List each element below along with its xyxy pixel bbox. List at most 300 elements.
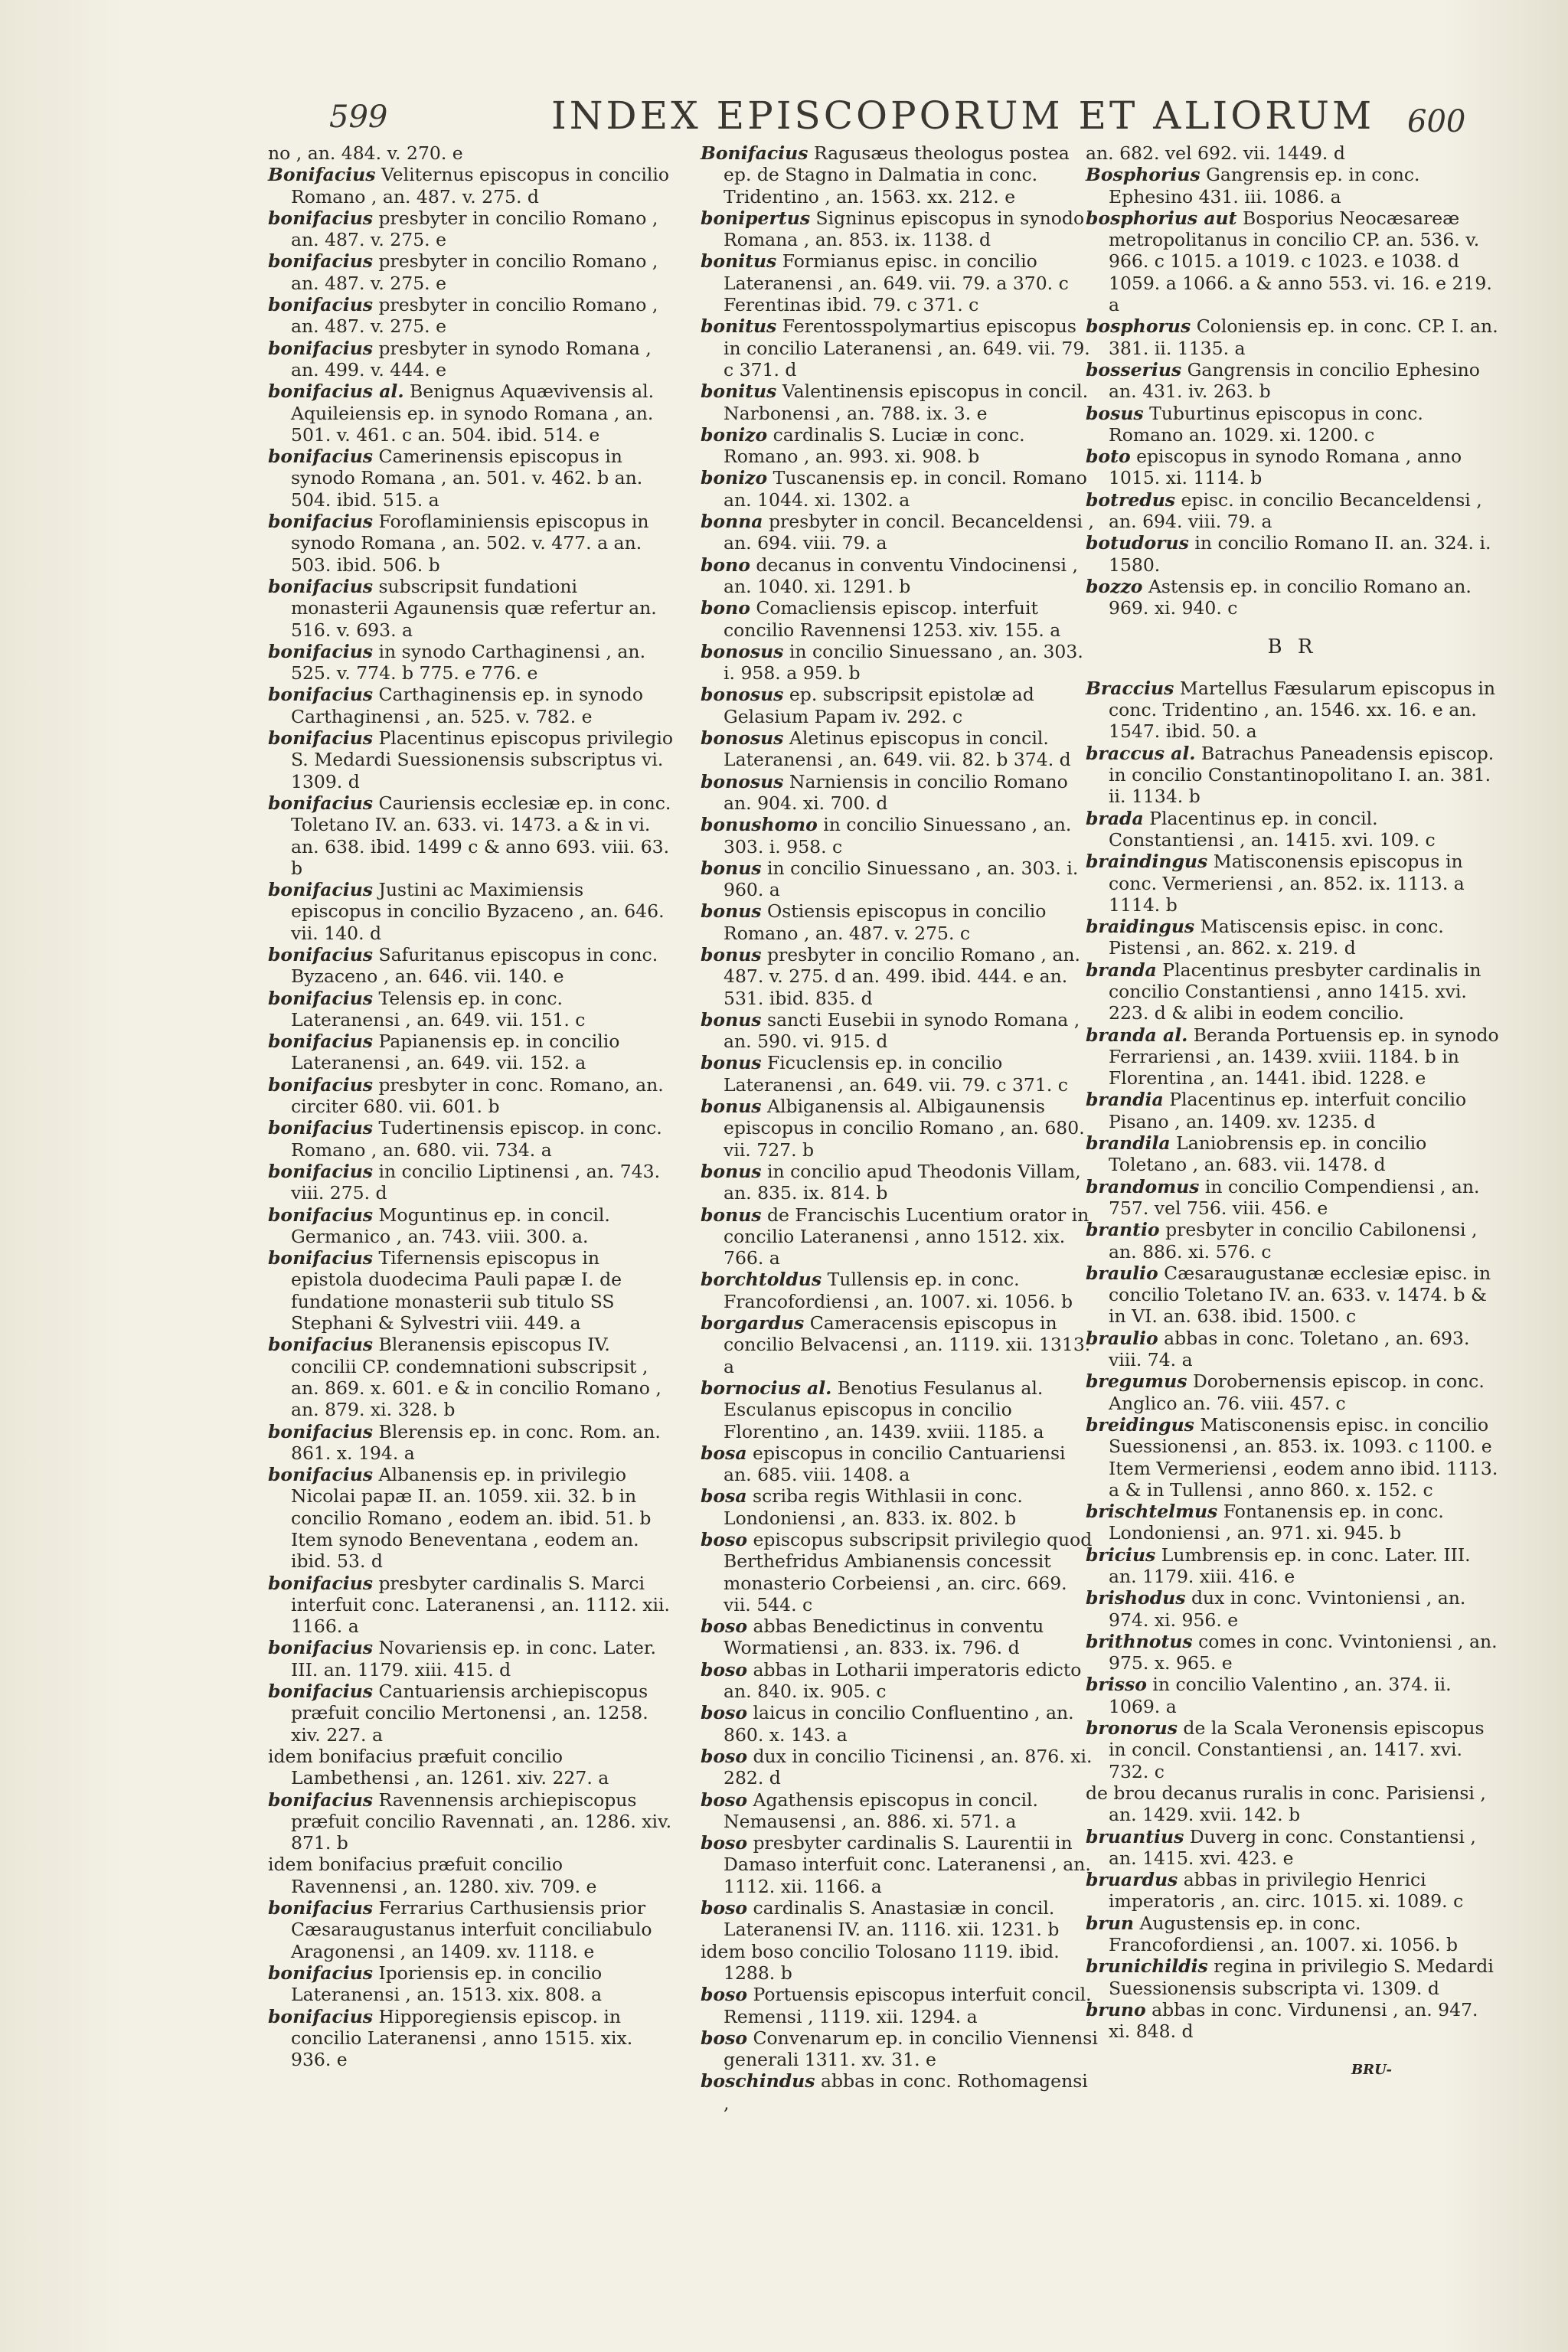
- entry-text: Ferentosspolymartius episcopus in concilio Lateranensi , an. 649. vii. 79. c 371. d: [724, 315, 1090, 381]
- index-entry: [268, 576, 674, 641]
- catchword: BRU-: [1351, 2061, 1392, 2078]
- entry-text: Placentinus episcopus privilegio S. Medardi Suessionensis subscriptus vi. 1309. d: [291, 727, 674, 792]
- index-entry: [701, 1312, 1099, 1377]
- index-entry: [1086, 743, 1499, 808]
- index-entry: [701, 381, 1099, 424]
- entry-headword: bronorus: [1086, 1717, 1178, 1740]
- entry-headword: Bonifacius: [701, 142, 808, 164]
- index-entry: [1086, 1501, 1499, 1544]
- entry-headword: braccus al.: [1086, 742, 1196, 764]
- entry-headword: bonosus: [701, 684, 784, 706]
- index-entry: [1086, 142, 1499, 164]
- entry-text: presbyter in synodo Romana , an. 499. v. 444. e: [291, 337, 652, 381]
- entry-text: no , an. 484. v. 270. e: [268, 142, 463, 164]
- entry-headword: bonifacius: [268, 1788, 374, 1811]
- entry-headword: brun: [1086, 1912, 1134, 1934]
- entry-headword: bonifacius: [268, 337, 374, 359]
- entry-text: Portuensis episcopus interfuit concil. Remensi , 1119. xii. 1294. a: [724, 1984, 1092, 2027]
- index-entry: [1086, 808, 1499, 851]
- entry-text: in concilio Sinuessano , an. 303. i. 958. c: [724, 814, 1072, 858]
- entry-text: Convenarum ep. in concilio Viennensi generali 1311. xv. 31. e: [724, 2027, 1098, 2071]
- index-entry: [1086, 1089, 1499, 1132]
- index-entry: [1086, 446, 1499, 489]
- entry-headword: botredus: [1086, 488, 1176, 511]
- entry-headword: bonifacius: [268, 511, 374, 533]
- entry-headword: bonifacius: [268, 2005, 374, 2027]
- index-entry: [268, 727, 674, 792]
- entry-text: dux in conc. Vvintoniensi , an. 974. xi. 956. e: [1109, 1587, 1466, 1631]
- index-entry: [701, 944, 1099, 1009]
- entry-headword: bono: [701, 554, 750, 576]
- index-entry: [701, 142, 1099, 207]
- entry-headword: boso: [701, 1745, 748, 1767]
- entry-headword: bornocius al.: [701, 1377, 832, 1399]
- entry-text: Safuritanus episcopus in conc. Byzaceno , an. 646. vii. 140. e: [291, 943, 658, 988]
- entry-text: Ostiensis episcopus in concilio Romano , an. 487. v. 275. c: [724, 900, 1047, 944]
- index-entry: [701, 1789, 1099, 1833]
- entry-text: presbyter in concilio Cabilonensi , an. 886. xi. 576. c: [1109, 1219, 1478, 1263]
- index-entry: [1086, 1544, 1499, 1588]
- index-entry: [701, 1659, 1099, 1703]
- entry-headword: borchtoldus: [701, 1269, 822, 1291]
- entry-headword: bonifacius: [268, 792, 374, 814]
- entry-text: presbyter cardinalis S. Laurentii in Damaso interfuit conc. Lateranensi , an. 1112. xii. 1166. a: [724, 1832, 1091, 1897]
- entry-headword: bonifacius: [268, 250, 374, 273]
- index-entry: [1086, 1869, 1499, 1913]
- entry-text: Beranda Portuensis ep. in synodo Ferrariensi , an. 1439. xviii. 1184. b in Florentina , an. 1441. ibid. 1228. e: [1109, 1024, 1499, 1089]
- index-entry: [1086, 532, 1499, 576]
- entry-headword: bonifacius: [268, 1031, 374, 1053]
- index-entry: [1086, 1024, 1499, 1089]
- entry-text: Tullensis ep. in conc. Francofordiensi , an. 1007. xi. 1056. b: [724, 1269, 1073, 1312]
- entry-headword: bosphorus: [1086, 315, 1191, 338]
- entry-headword: boso: [701, 1702, 748, 1724]
- entry-headword: braidingus: [1086, 916, 1195, 938]
- entry-headword: brischtelmus: [1086, 1501, 1218, 1523]
- entry-text: Matisconensis episcopus in conc. Vermeriensi , an. 852. ix. 1113. a 1114. b: [1109, 851, 1465, 916]
- entry-text: de brou decanus ruralis in conc. Parisiensi , an. 1429. xvii. 142. b: [1086, 1782, 1486, 1826]
- entry-headword: bonifacius: [268, 1962, 374, 1984]
- entry-text: Telensis ep. in conc. Lateranensi , an. 649. vii. 151. c: [291, 987, 586, 1031]
- entry-headword: bonus: [701, 943, 762, 965]
- index-column-1: [268, 142, 674, 2070]
- page-number-left: 599: [329, 100, 388, 135]
- entry-text: abbas Benedictinus in conventu Wormatiensi , an. 833. ix. 796. d: [724, 1615, 1044, 1659]
- entry-text: Astensis ep. in concilio Romano an. 969. xi. 940. c: [1109, 575, 1472, 619]
- index-entry: [1086, 1587, 1499, 1631]
- entry-headword: bonifacius: [268, 1572, 374, 1594]
- entry-text: de la Scala Veronensis episcopus in concil. Constantiensi , an. 1417. xvi. 732. c: [1109, 1717, 1485, 1782]
- entry-headword: bonizo: [701, 467, 768, 489]
- entry-headword: bonifacius: [268, 1247, 374, 1269]
- entry-text: presbyter in concilio Romano , an. 487. v. 275. e: [291, 294, 658, 338]
- entry-text: Blerensis ep. in conc. Rom. an. 861. x. 194. a: [291, 1420, 661, 1464]
- entry-headword: boso: [701, 1788, 748, 1811]
- entry-text: scriba regis Withlasii in conc. Londoniensi , an. 833. ix. 802. b: [724, 1485, 1023, 1529]
- index-entry: [701, 1204, 1099, 1269]
- entry-headword: bonosus: [701, 640, 784, 662]
- entry-headword: bonipertus: [701, 207, 811, 229]
- entry-headword: Braccius: [1086, 677, 1174, 699]
- entry-text: abbas in conc. Rothomagensi ,: [724, 2070, 1088, 2114]
- index-entry: [268, 1031, 674, 1074]
- entry-text: Lumbrensis ep. in conc. Later. III. an. 1179. xiii. 416. e: [1109, 1544, 1471, 1587]
- entry-text: Iporiensis ep. in concilio Lateranensi , an. 1513. xix. 808. a: [291, 1962, 603, 2006]
- index-entry: [268, 142, 674, 164]
- entry-headword: bosserius: [1086, 358, 1182, 381]
- entry-headword: bonifacius: [268, 1160, 374, 1182]
- index-entry: [701, 641, 1099, 684]
- entry-headword: botudorus: [1086, 532, 1189, 554]
- entry-headword: bricius: [1086, 1544, 1156, 1566]
- entry-text: in concilio Liptinensi , an. 743. viii. 275. d: [291, 1160, 661, 1204]
- entry-headword: bonifacius al.: [268, 381, 404, 403]
- entry-text: Albiganensis al. Albigaunensis episcopus in concilio Romano , an. 680. vii. 727. b: [724, 1096, 1085, 1161]
- index-entry: [268, 511, 674, 576]
- index-entry: [701, 467, 1099, 511]
- index-entry: [268, 294, 674, 338]
- entry-text: abbas in privilegio Henrici imperatoris , an. circ. 1015. xi. 1089. c: [1109, 1869, 1464, 1913]
- index-entry: [1086, 1826, 1499, 1870]
- entry-headword: Bonifacius: [268, 164, 376, 186]
- entry-text: Cauriensis ecclesiæ ep. in conc. Toletano IV. an. 633. vi. 1473. a & in vi. an. 638. ibid. 1499 c & anno 693. viii. 63. b: [291, 792, 671, 879]
- index-entry: [268, 684, 674, 727]
- entry-text: Carthaginensis ep. in synodo Carthaginensi , an. 525. v. 782. e: [291, 684, 643, 727]
- entry-text: Papianensis ep. in concilio Lateranensi , an. 649. vii. 152. a: [291, 1031, 620, 1074]
- entry-headword: brandila: [1086, 1132, 1171, 1155]
- entry-headword: borgardus: [701, 1312, 805, 1334]
- entry-text: Matisconensis episc. in concilio Suessionensi , an. 853. ix. 1093. c 1100. e Item Vermeriensi , eodem anno ibid. 1113. a & in Tullensi , anno 860. x. 152. c: [1109, 1413, 1498, 1501]
- index-entry: [268, 250, 674, 294]
- entry-headword: bonifacius: [268, 1117, 374, 1139]
- index-entry: [268, 988, 674, 1031]
- entry-text: Cæsaraugustanæ ecclesiæ episc. in concilio Toletano IV. an. 633. v. 1474. b & in VI. an. 638. ibid. 1500. c: [1109, 1262, 1491, 1328]
- index-entry: [701, 1746, 1099, 1789]
- entry-text: in concilio apud Theodonis Villam, an. 835. ix. 814. b: [724, 1160, 1081, 1204]
- entry-text: in synodo Carthaginensi , an. 525. v. 774. b 775. e 776. e: [291, 640, 646, 684]
- index-entry: [701, 1832, 1099, 1897]
- index-entry: [268, 944, 674, 988]
- index-entry: [1086, 359, 1499, 403]
- entry-headword: bonus: [701, 1052, 762, 1074]
- entry-headword: bonifacius: [268, 294, 374, 316]
- index-entry: [1086, 207, 1499, 315]
- entry-text: presbyter in concilio Romano , an. 487. v. 275. e: [291, 207, 658, 251]
- index-entry: [268, 879, 674, 944]
- entry-text: regina in privilegio S. Medardi Suessionensis subscripta vi. 1309. d: [1109, 1955, 1494, 1999]
- entry-text: Matiscensis episc. in conc. Pistensi , an. 862. x. 219. d: [1109, 916, 1444, 959]
- index-column-2: [701, 142, 1099, 2114]
- index-entry: [1086, 1370, 1499, 1414]
- entry-text: in concilio Romano II. an. 324. i. 1580.: [1109, 532, 1491, 576]
- index-entry: [1086, 315, 1499, 359]
- entry-text: Ferrarius Carthusiensis prior Cæsaraugustanus interfuit conciliabulo Aragonensi , an 1409. xv. 1118. e: [291, 1897, 652, 1962]
- entry-text: in concilio Sinuessano , an. 303. i. 958. a 959. b: [724, 640, 1083, 684]
- entry-headword: bregumus: [1086, 1370, 1187, 1393]
- entry-headword: brada: [1086, 807, 1144, 829]
- index-entry: [1086, 1132, 1499, 1176]
- entry-text: presbyter in concilio Romano , an. 487. v. 275. e: [291, 250, 658, 294]
- index-entry: [1086, 1414, 1499, 1501]
- running-title: INDEX EPISCOPORUM ET ALIORUM: [551, 93, 1375, 138]
- index-entry: [701, 771, 1099, 815]
- index-entry: [1086, 678, 1499, 743]
- entry-headword: bonosus: [701, 727, 784, 750]
- entry-headword: bonifacius: [268, 1637, 374, 1659]
- index-entry: [701, 1096, 1099, 1161]
- index-entry: [268, 2006, 674, 2071]
- index-entry: [701, 2070, 1099, 2114]
- entry-headword: boso: [701, 1615, 748, 1638]
- index-entry: [268, 1334, 674, 1420]
- entry-text: an. 682. vel 692. vii. 1449. d: [1086, 142, 1345, 164]
- entry-text: presbyter in conc. Romano, an. circiter 680. vii. 601. b: [291, 1073, 664, 1118]
- entry-text: Gangrensis ep. in conc. Ephesino 431. iii. 1086. a: [1109, 164, 1420, 207]
- index-entry: [268, 1573, 674, 1638]
- index-entry: [268, 1247, 674, 1334]
- entry-text: Benignus Aquævivensis al. Aquileiensis ep. in synodo Romana , an. 501. v. 461. c an. 504. ibid. 514. e: [291, 381, 655, 446]
- index-entry: [1086, 1782, 1499, 1826]
- entry-headword: bonus: [701, 900, 762, 923]
- entry-headword: branda: [1086, 959, 1157, 981]
- index-entry: [701, 315, 1099, 381]
- index-entry: [1086, 1328, 1499, 1371]
- entry-text: Cameracensis episcopus in concilio Belvacensi , an. 1119. xii. 1313. a: [724, 1312, 1091, 1377]
- entry-text: Narniensis in concilio Romano an. 904. xi. 700. d: [724, 770, 1068, 814]
- entry-headword: bonifacius: [268, 1204, 374, 1226]
- entry-text: Signinus episcopus in synodo Romana , an. 853. ix. 1138. d: [724, 207, 1085, 251]
- entry-headword: brithnotus: [1086, 1630, 1193, 1652]
- index-entry: [701, 1529, 1099, 1615]
- index-entry: [701, 2027, 1099, 2071]
- index-entry: [1086, 1955, 1499, 1999]
- entry-text: Veliternus episcopus in concilio Romano , an. 487. v. 275. d: [291, 164, 670, 207]
- entry-text: Comacliensis episcop. interfuit concilio Ravennensi 1253. xiv. 155. a: [724, 597, 1061, 641]
- entry-text: Bosporius Neocæsareæ metropolitanus in concilio CP. an. 536. v. 966. c 1015. a 1019. c 1023. e 1038. d 1059. a 1066. a & anno 553. vi. 16. e 219. a: [1109, 207, 1492, 316]
- index-entry: [701, 1269, 1099, 1312]
- index-entry: [268, 446, 674, 511]
- index-entry: [701, 424, 1099, 468]
- index-entry: [268, 1117, 674, 1161]
- entry-headword: brishodus: [1086, 1587, 1186, 1609]
- entry-text: Coloniensis ep. in conc. CP. I. an. 381. ii. 1135. a: [1109, 315, 1498, 359]
- entry-headword: brandomus: [1086, 1175, 1200, 1197]
- entry-text: Novariensis ep. in conc. Later. III. an. 1179. xiii. 415. d: [291, 1637, 657, 1681]
- entry-headword: brandia: [1086, 1089, 1164, 1111]
- index-entry: [1086, 1717, 1499, 1782]
- entry-text: Valentinensis episcopus in concil. Narbonensi , an. 788. ix. 3. e: [724, 381, 1089, 424]
- entry-headword: bonus: [701, 1160, 762, 1182]
- index-entry: [268, 1789, 674, 1854]
- index-entry: [701, 1052, 1099, 1096]
- entry-headword: bonus: [701, 1096, 762, 1118]
- entry-text: laicus in concilio Confluentino , an. 860. x. 143. a: [724, 1702, 1074, 1746]
- index-entry: [701, 1161, 1099, 1204]
- entry-headword: brantio: [1086, 1219, 1160, 1241]
- index-entry: [701, 597, 1099, 641]
- entry-headword: boschindus: [701, 2070, 815, 2092]
- entry-headword: brisso: [1086, 1674, 1147, 1696]
- entry-headword: bruardus: [1086, 1869, 1178, 1891]
- entry-text: episcopus in synodo Romana , anno 1015. xi. 1114. b: [1109, 446, 1462, 489]
- index-entry: [1086, 916, 1499, 959]
- index-entry: [1086, 489, 1499, 533]
- entry-text: Cantuariensis archiepiscopus præfuit concilio Mertonensi , an. 1258. xiv. 227. a: [291, 1681, 648, 1746]
- index-entry: [268, 1854, 674, 1897]
- index-entry: [268, 1746, 674, 1789]
- index-entry: [701, 900, 1099, 944]
- entry-text: Bleranensis episcopus IV. concilii CP. condemnationi subscripsit , an. 869. x. 601. e & in concilio Romano , an. 879. xi. 328. b: [291, 1334, 662, 1421]
- entry-headword: bonifacius: [268, 727, 374, 750]
- entry-headword: bruno: [1086, 1998, 1146, 2020]
- index-entry: [268, 1637, 674, 1681]
- entry-headword: bonushomo: [701, 814, 818, 836]
- index-entry: [1086, 1674, 1499, 1717]
- entry-headword: bonus: [701, 1204, 762, 1226]
- index-entry: [1086, 1631, 1499, 1674]
- entry-headword: bonna: [701, 511, 763, 533]
- entry-text: Augustensis ep. in conc. Francofordiensi , an. 1007. xi. 1056. b: [1109, 1912, 1458, 1956]
- entry-headword: bonus: [701, 857, 762, 879]
- index-entry: [1086, 1263, 1499, 1328]
- entry-headword: bono: [701, 597, 750, 619]
- index-entry: [1086, 1219, 1499, 1263]
- entry-text: de Francischis Lucentium orator in concilio Lateranensi , anno 1512. xix. 766. a: [724, 1204, 1089, 1269]
- entry-text: decanus in conventu Vindocinensi , an. 1040. xi. 1291. b: [724, 554, 1078, 597]
- entry-headword: bruantius: [1086, 1825, 1184, 1847]
- index-entry: [268, 164, 674, 207]
- index-entry: [268, 641, 674, 684]
- entry-text: Fontanensis ep. in conc. Londoniensi , an. 971. xi. 945. b: [1109, 1501, 1444, 1544]
- entry-text: Moguntinus ep. in concil. Germanico , an. 743. viii. 300. a.: [291, 1204, 610, 1247]
- entry-headword: bonifacius: [268, 207, 374, 229]
- entry-text: Tifernensis episcopus in epistola duodecima Pauli papæ I. de fundatione monasterii sub titulo SS Stephani & Sylvestri viii. 449. a: [291, 1247, 622, 1334]
- entry-headword: bosa: [701, 1442, 747, 1464]
- index-entry: [1086, 164, 1499, 207]
- index-entry: [268, 1074, 674, 1118]
- index-entry: [701, 814, 1099, 858]
- entry-text: sancti Eusebii in synodo Romana , an. 590. vi. 915. d: [724, 1008, 1080, 1053]
- entry-text: comes in conc. Vvintoniensi , an. 975. x. 965. e: [1109, 1630, 1498, 1674]
- index-column-3: [1086, 142, 1499, 2081]
- entry-text: Duverg in conc. Constantiensi , an. 1415. xvi. 423. e: [1109, 1825, 1476, 1869]
- index-entry: [268, 1681, 674, 1746]
- entry-text: Tuburtinus episcopus in conc. Romano an. 1029. xi. 1200. c: [1109, 402, 1423, 446]
- entry-text: Justini ac Maximiensis episcopus in concilio Byzaceno , an. 646. vii. 140. d: [291, 879, 665, 944]
- entry-headword: bonizo: [701, 423, 768, 446]
- index-entry: [268, 1204, 674, 1248]
- entry-text: Ravennensis archiepiscopus præfuit concilio Ravennati , an. 1286. xiv. 871. b: [291, 1788, 672, 1854]
- entry-text: presbyter in concilio Romano , an. 487. v. 275. d an. 499. ibid. 444. e an. 531. ibid. 835. d: [724, 943, 1080, 1009]
- index-entry: [701, 858, 1099, 901]
- entry-text: Tudertinensis episcop. in conc. Romano , an. 680. vii. 734. a: [291, 1117, 662, 1161]
- entry-headword: bonifacius: [268, 446, 374, 468]
- entry-text: presbyter cardinalis S. Marci interfuit conc. Lateranensi , an. 1112. xii. 1166. a: [291, 1572, 671, 1638]
- entry-text: idem bonifacius præfuit concilio Lambethensi , an. 1261. xiv. 227. a: [268, 1745, 609, 1789]
- entry-text: Batrachus Paneadensis episcop. in concilio Constantinopolitano I. an. 381. ii. 1134. b: [1109, 742, 1494, 808]
- entry-headword: breidingus: [1086, 1413, 1194, 1436]
- entry-text: Placentinus presbyter cardinalis in concilio Constantiensi , anno 1415. xvi. 223. d & alibi in eodem concilio.: [1109, 959, 1481, 1024]
- entry-text: presbyter in concil. Becanceldensi , an. 694. viii. 79. a: [724, 511, 1094, 554]
- entry-headword: bosus: [1086, 402, 1144, 424]
- entry-text: Camerinensis episcopus in synodo Romana , an. 501. v. 462. b an. 504. ibid. 515. a: [291, 446, 643, 511]
- entry-text: Laniobrensis ep. in concilio Toletano , an. 683. vii. 1478. d: [1109, 1132, 1427, 1176]
- index-entry: [701, 1897, 1099, 1941]
- entry-text: Ficuclensis ep. in concilio Lateranensi , an. 649. vii. 79. c 371. c: [724, 1052, 1068, 1096]
- entry-text: Martellus Fæsularum episcopus in conc. Tridentino , an. 1546. xx. 16. e an. 1547. ibid. 50. a: [1109, 677, 1496, 743]
- index-entry: [701, 684, 1099, 727]
- entry-headword: bozzo: [1086, 575, 1143, 597]
- entry-text: Tuscanensis ep. in concil. Romano an. 1044. xi. 1302. a: [724, 467, 1087, 511]
- entry-text: Placentinus ep. interfuit concilio Pisano , an. 1409. xv. 1235. d: [1109, 1089, 1467, 1132]
- entry-text: abbas in conc. Virdunensi , an. 947. xi. 848. d: [1109, 1998, 1478, 2043]
- entry-headword: bonifacius: [268, 1073, 374, 1096]
- entry-headword: brunichildis: [1086, 1955, 1208, 1978]
- entry-headword: bonifacius: [268, 1420, 374, 1442]
- entry-headword: bonitus: [701, 250, 777, 273]
- entry-text: abbas in Lotharii imperatoris edicto an. 840. ix. 905. c: [724, 1658, 1082, 1703]
- index-entry: [701, 1702, 1099, 1746]
- index-entry: [268, 1897, 674, 1962]
- entry-text: dux in concilio Ticinensi , an. 876. xi. 282. d: [724, 1745, 1093, 1789]
- index-entry: [268, 207, 674, 251]
- column-3-top-entries: [1086, 142, 1499, 619]
- entry-text: Agathensis episcopus in concil. Nemausensi , an. 886. xi. 571. a: [724, 1788, 1039, 1832]
- index-entry: [1086, 1913, 1499, 1956]
- entry-text: Aletinus episcopus in concil. Lateranensi , an. 649. vii. 82. b 374. d: [724, 727, 1071, 771]
- entry-headword: bonifacius: [268, 684, 374, 706]
- entry-headword: bosphorius aut: [1086, 207, 1237, 229]
- index-entry: [1086, 959, 1499, 1024]
- entry-headword: bonifacius: [268, 1464, 374, 1486]
- entry-headword: braulio: [1086, 1327, 1158, 1349]
- index-entry: [701, 1485, 1099, 1529]
- entry-text: cardinalis S. Luciæ in conc. Romano , an. 993. xi. 908. b: [724, 423, 1025, 468]
- index-entry: [701, 511, 1099, 554]
- entry-text: episc. in concilio Becanceldensi , an. 694. viii. 79. a: [1109, 488, 1482, 533]
- index-entry: [701, 1377, 1099, 1442]
- section-heading-br: B R: [1267, 635, 1318, 658]
- entry-headword: boso: [701, 1529, 748, 1550]
- index-entry: [701, 554, 1099, 598]
- column-3-bottom-entries: [1086, 678, 1499, 2043]
- entry-headword: boso: [701, 2027, 748, 2049]
- index-entry: [1086, 1999, 1499, 2043]
- entry-text: in concilio Compendiensi , an. 757. vel 756. viii. 456. e: [1109, 1175, 1480, 1219]
- entry-text: in concilio Valentino , an. 374. ii. 1069. a: [1109, 1674, 1452, 1717]
- entry-headword: boso: [701, 1897, 748, 1919]
- entry-text: Hipporegiensis episcop. in concilio Lateranensi , anno 1515. xix. 936. e: [291, 2005, 633, 2071]
- index-entry: [701, 1615, 1099, 1659]
- page-header: [322, 93, 1501, 147]
- entry-headword: bonosus: [701, 770, 784, 792]
- index-entry: [701, 250, 1099, 315]
- entry-headword: bonitus: [701, 315, 777, 338]
- entry-headword: boso: [701, 1984, 748, 2006]
- index-entry: [1086, 1176, 1499, 1220]
- entry-text: abbas in conc. Toletano , an. 693. viii. 74. a: [1109, 1327, 1470, 1371]
- index-entry: [1086, 403, 1499, 446]
- index-entry: [268, 792, 674, 879]
- entry-text: Ragusæus theologus postea ep. de Stagno in Dalmatia in conc. Tridentino , an. 1563. xx. 212. e: [724, 142, 1070, 207]
- entry-text: episcopus subscripsit privilegio quod Berthefridus Ambianensis concessit monasterio Corbeiensi , an. circ. 669. vii. 544. c: [724, 1529, 1093, 1615]
- entry-headword: branda al.: [1086, 1024, 1188, 1046]
- entry-text: Albanensis ep. in privilegio Nicolai papæ II. an. 1059. xii. 32. b in concilio Romano , eodem an. ibid. 51. b Item synodo Beneventana , eodem an. ibid. 53. d: [291, 1464, 652, 1573]
- entry-text: Gangrensis in concilio Ephesino an. 431. iv. 263. b: [1109, 358, 1480, 403]
- entry-text: ep. subscripsit epistolæ ad Gelasium Papam iv. 292. c: [724, 684, 1034, 727]
- entry-text: episcopus in concilio Cantuariensi an. 685. viii. 1408. a: [724, 1442, 1066, 1486]
- entry-headword: bonifacius: [268, 640, 374, 662]
